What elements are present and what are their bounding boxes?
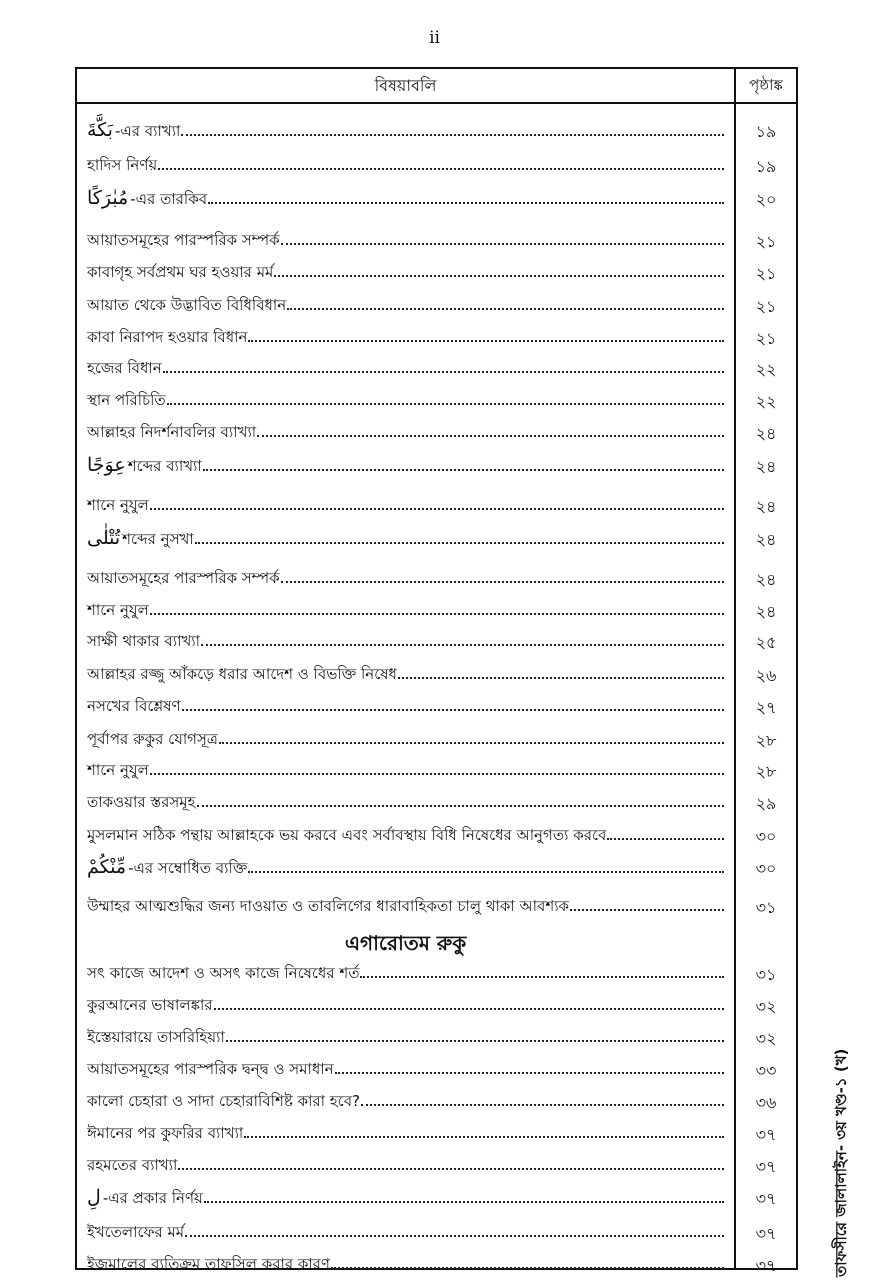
entry-title bbox=[87, 630, 730, 655]
entry-page-number: ৩৭ bbox=[755, 1157, 777, 1176]
entry-title bbox=[87, 824, 730, 849]
entry-page-number: ৩২ bbox=[755, 1029, 777, 1048]
arabic-term: عِوَجًا bbox=[87, 454, 126, 476]
entry-label: কুরআনের ভাষালঙ্কার bbox=[87, 996, 213, 1014]
entry-page-number: ৩৭ bbox=[755, 1189, 777, 1208]
entry-label: তাকওয়ার স্তরসমূহ bbox=[87, 793, 196, 811]
entry-page-number: ২৯ bbox=[755, 794, 777, 813]
entry-title bbox=[87, 1186, 730, 1212]
arabic-term: مُبٰرَكًا bbox=[87, 187, 129, 209]
entry-title bbox=[87, 527, 730, 553]
entry-label: রহমতের ব্যাখ্যা bbox=[87, 1156, 178, 1174]
entry-page-number: ২৪ bbox=[755, 530, 777, 549]
dot-leader bbox=[331, 1267, 724, 1269]
entry-title bbox=[87, 599, 730, 624]
entry-title bbox=[87, 567, 730, 592]
arabic-term: مِّنْكُمْ bbox=[87, 856, 127, 878]
entry-label: স্থান পরিচিতি bbox=[87, 391, 166, 409]
entry-label: ঈমানের পর কুফরির ব্যাখ্যা bbox=[87, 1124, 244, 1142]
entry-label: হজের বিধান bbox=[87, 359, 162, 377]
entry-title bbox=[87, 1026, 730, 1051]
entry-page-number: ২৫ bbox=[755, 633, 777, 652]
entry-label: আল্লাহর নিদর্শনাবলির ব্যাখ্যা bbox=[87, 423, 257, 441]
entry-title bbox=[87, 187, 730, 213]
dot-leader bbox=[244, 1136, 724, 1138]
entry-page-number: ৩৩ bbox=[755, 1061, 777, 1080]
header-page: পৃষ্ঠাঙ্ক bbox=[749, 76, 783, 94]
entry-page-number: ২১ bbox=[755, 329, 777, 348]
entry-label: শব্দের নুসখা bbox=[122, 530, 194, 548]
entry-label: শানে নুযুল bbox=[87, 761, 149, 779]
entry-title bbox=[87, 895, 730, 920]
entry-page-number: ২০ bbox=[755, 190, 777, 209]
page-number: ii bbox=[429, 28, 440, 48]
entry-page-number: ২৮ bbox=[755, 762, 777, 781]
entry-title bbox=[87, 1122, 730, 1147]
entry-title bbox=[87, 421, 730, 446]
entry-label: আয়াত থেকে উদ্ভাবিত বিধিবিধান bbox=[87, 296, 287, 314]
side-book-title: তাফসীরে জালালাইন- ৩য় খণ্ড-১ (খ) bbox=[832, 1048, 850, 1277]
entry-page-number: ৩৭ bbox=[755, 1125, 777, 1144]
dot-leader bbox=[182, 709, 724, 711]
entry-label: ইখতেলাফের মর্ম bbox=[87, 1223, 185, 1241]
entry-page-number: ২৪ bbox=[755, 424, 777, 443]
entry-page-number: ২৪ bbox=[755, 602, 777, 621]
entry-page-number: ৩৭ bbox=[755, 1224, 777, 1243]
entry-page-number: ৩১ bbox=[755, 965, 777, 984]
dot-leader bbox=[274, 275, 724, 277]
entry-page-number: ৩৬ bbox=[755, 1093, 777, 1112]
entry-title bbox=[87, 494, 730, 519]
dot-leader bbox=[248, 340, 724, 342]
entry-page-number: ৩০ bbox=[755, 859, 777, 878]
dot-leader bbox=[150, 773, 724, 775]
entry-page-number: ১৯ bbox=[755, 157, 777, 176]
entry-label: শব্দের ব্যাখ্যা bbox=[127, 457, 202, 475]
entry-label: -এর ব্যাখ্যা bbox=[114, 122, 181, 140]
entry-title bbox=[87, 229, 730, 254]
header-topics: বিষয়াবলি bbox=[374, 76, 437, 95]
entry-title bbox=[87, 1090, 730, 1115]
entry-title bbox=[87, 326, 730, 351]
entry-label: কালো চেহারা ও সাদা চেহারাবিশিষ্ট কারা হবে? bbox=[87, 1092, 361, 1110]
entry-title bbox=[87, 454, 730, 480]
entry-page-number: ২৮ bbox=[755, 731, 777, 750]
dot-leader bbox=[204, 1201, 724, 1203]
entry-label: -এর তারকিব bbox=[130, 190, 208, 208]
dot-leader bbox=[185, 1235, 724, 1237]
dot-leader bbox=[281, 243, 724, 245]
entry-label: নসখের বিশ্লেষণ bbox=[87, 697, 181, 715]
entry-label: আয়াতসমূহের পারস্পরিক সম্পর্ক bbox=[87, 569, 280, 587]
entry-title bbox=[87, 357, 730, 382]
arabic-term: لِ bbox=[87, 1186, 101, 1208]
entry-title bbox=[87, 119, 730, 145]
dot-leader bbox=[178, 1168, 724, 1170]
dot-leader bbox=[335, 1072, 724, 1074]
dot-leader bbox=[398, 677, 724, 679]
entry-label: কাবা নিরাপদ হওয়ার বিধান bbox=[87, 328, 248, 346]
dot-leader bbox=[257, 435, 724, 437]
entry-title bbox=[87, 1058, 730, 1083]
entry-page-number: ৩৭ bbox=[755, 1256, 777, 1275]
entry-title bbox=[87, 728, 730, 753]
entry-label: শানে নুযুল bbox=[87, 496, 149, 514]
entry-page-number: ৩১ bbox=[755, 898, 777, 917]
entry-label: সাক্ষী থাকার ব্যাখ্যা bbox=[87, 632, 200, 650]
dot-leader bbox=[214, 1008, 724, 1010]
entry-label: আয়াতসমূহের পারস্পরিক সম্পর্ক bbox=[87, 231, 280, 249]
entry-page-number: ২১ bbox=[755, 264, 777, 283]
entry-page-number: ২৪ bbox=[755, 457, 777, 476]
entry-label: মুসলমান সঠিক পন্থায় আল্লাহকে ভয় করবে এবং সর্বাবস্থায় বিধি নিষেধের আনুগত্য করবে bbox=[87, 826, 607, 844]
entry-title bbox=[87, 791, 730, 816]
entry-label: কাবাগৃহ সর্বপ্রথম ঘর হওয়ার মর্ম bbox=[87, 263, 274, 281]
entry-title bbox=[87, 994, 730, 1019]
entry-title bbox=[87, 695, 730, 720]
dot-leader bbox=[570, 909, 724, 911]
entry-label: উম্মাহর আত্মশুদ্ধির জন্য দাওয়াত ও তাবলিগের ধারাবাহিকতা চালু থাকা আবশ্যক bbox=[87, 897, 570, 915]
arabic-term: تُتْلٰى bbox=[87, 527, 121, 549]
dot-leader bbox=[158, 168, 724, 170]
entry-page-number: ৩০ bbox=[755, 827, 777, 846]
table-of-contents bbox=[75, 67, 798, 1275]
entry-page-number: ২১ bbox=[755, 232, 777, 251]
entry-label: -এর প্রকার নির্ণয় bbox=[102, 1189, 203, 1207]
entry-page-number: ২৪ bbox=[755, 570, 777, 589]
dot-leader bbox=[208, 202, 724, 204]
entry-label: হাদিস নির্ণয় bbox=[87, 156, 158, 174]
table-header bbox=[77, 69, 796, 104]
entry-page-number: ২৪ bbox=[755, 497, 777, 516]
entry-page-number: ২২ bbox=[755, 360, 777, 379]
entry-title bbox=[87, 962, 730, 987]
dot-leader bbox=[203, 469, 724, 471]
dot-leader bbox=[226, 1040, 724, 1042]
entry-title bbox=[87, 856, 730, 882]
dot-leader bbox=[607, 838, 724, 840]
dot-leader bbox=[248, 871, 724, 873]
entry-title bbox=[87, 154, 730, 179]
dot-leader bbox=[150, 613, 724, 615]
entry-title bbox=[87, 389, 730, 414]
dot-leader bbox=[361, 1104, 724, 1106]
entry-title bbox=[87, 759, 730, 784]
entry-page-number: ৩২ bbox=[755, 997, 777, 1016]
arabic-term: بَكَّةَ bbox=[87, 119, 113, 141]
entry-title bbox=[87, 261, 730, 286]
entry-label: ইস্তেয়ারায়ে তাসরিহিয়্যা bbox=[87, 1028, 225, 1046]
section-heading: এগারোতম রুকু bbox=[344, 931, 467, 955]
entry-page-number: ১৯ bbox=[755, 122, 777, 141]
dot-leader bbox=[150, 508, 724, 510]
dot-leader bbox=[281, 581, 724, 583]
entry-page-number: ২২ bbox=[755, 392, 777, 411]
entry-title bbox=[87, 1221, 730, 1246]
dot-leader bbox=[163, 371, 724, 373]
dot-leader bbox=[167, 403, 724, 405]
entry-label: -এর সম্বোধিত ব্যক্তি bbox=[128, 859, 248, 877]
dot-leader bbox=[287, 308, 724, 310]
entry-title bbox=[87, 663, 730, 688]
dot-leader bbox=[181, 134, 724, 136]
entry-label: ইজমালের ব্যতিক্রম তাফসিল করার কারণ bbox=[87, 1255, 330, 1273]
entry-page-number: ২৬ bbox=[755, 666, 777, 685]
dot-leader bbox=[219, 742, 724, 744]
entry-label: আল্লাহর রজ্জু আঁকড়ে ধরার আদেশ ও বিভক্তি নিষেধ bbox=[87, 665, 397, 683]
entry-title bbox=[87, 1253, 730, 1278]
dot-leader bbox=[360, 976, 724, 978]
dot-leader bbox=[201, 644, 724, 646]
entry-title bbox=[87, 294, 730, 319]
entry-label: আয়াতসমূহের পারস্পরিক দ্বন্দ্ব ও সমাধান bbox=[87, 1060, 334, 1078]
entry-label: পূর্বাপর রুকুর যোগসূত্র bbox=[87, 730, 218, 748]
entry-page-number: ২১ bbox=[755, 297, 777, 316]
dot-leader bbox=[195, 542, 724, 544]
entry-label: শানে নুযুল bbox=[87, 601, 149, 619]
entry-label: সৎ কাজে আদেশ ও অসৎ কাজে নিষেধের শর্ত bbox=[87, 964, 360, 982]
entry-title bbox=[87, 1154, 730, 1179]
dot-leader bbox=[197, 805, 725, 807]
entry-page-number: ২৭ bbox=[755, 698, 777, 717]
